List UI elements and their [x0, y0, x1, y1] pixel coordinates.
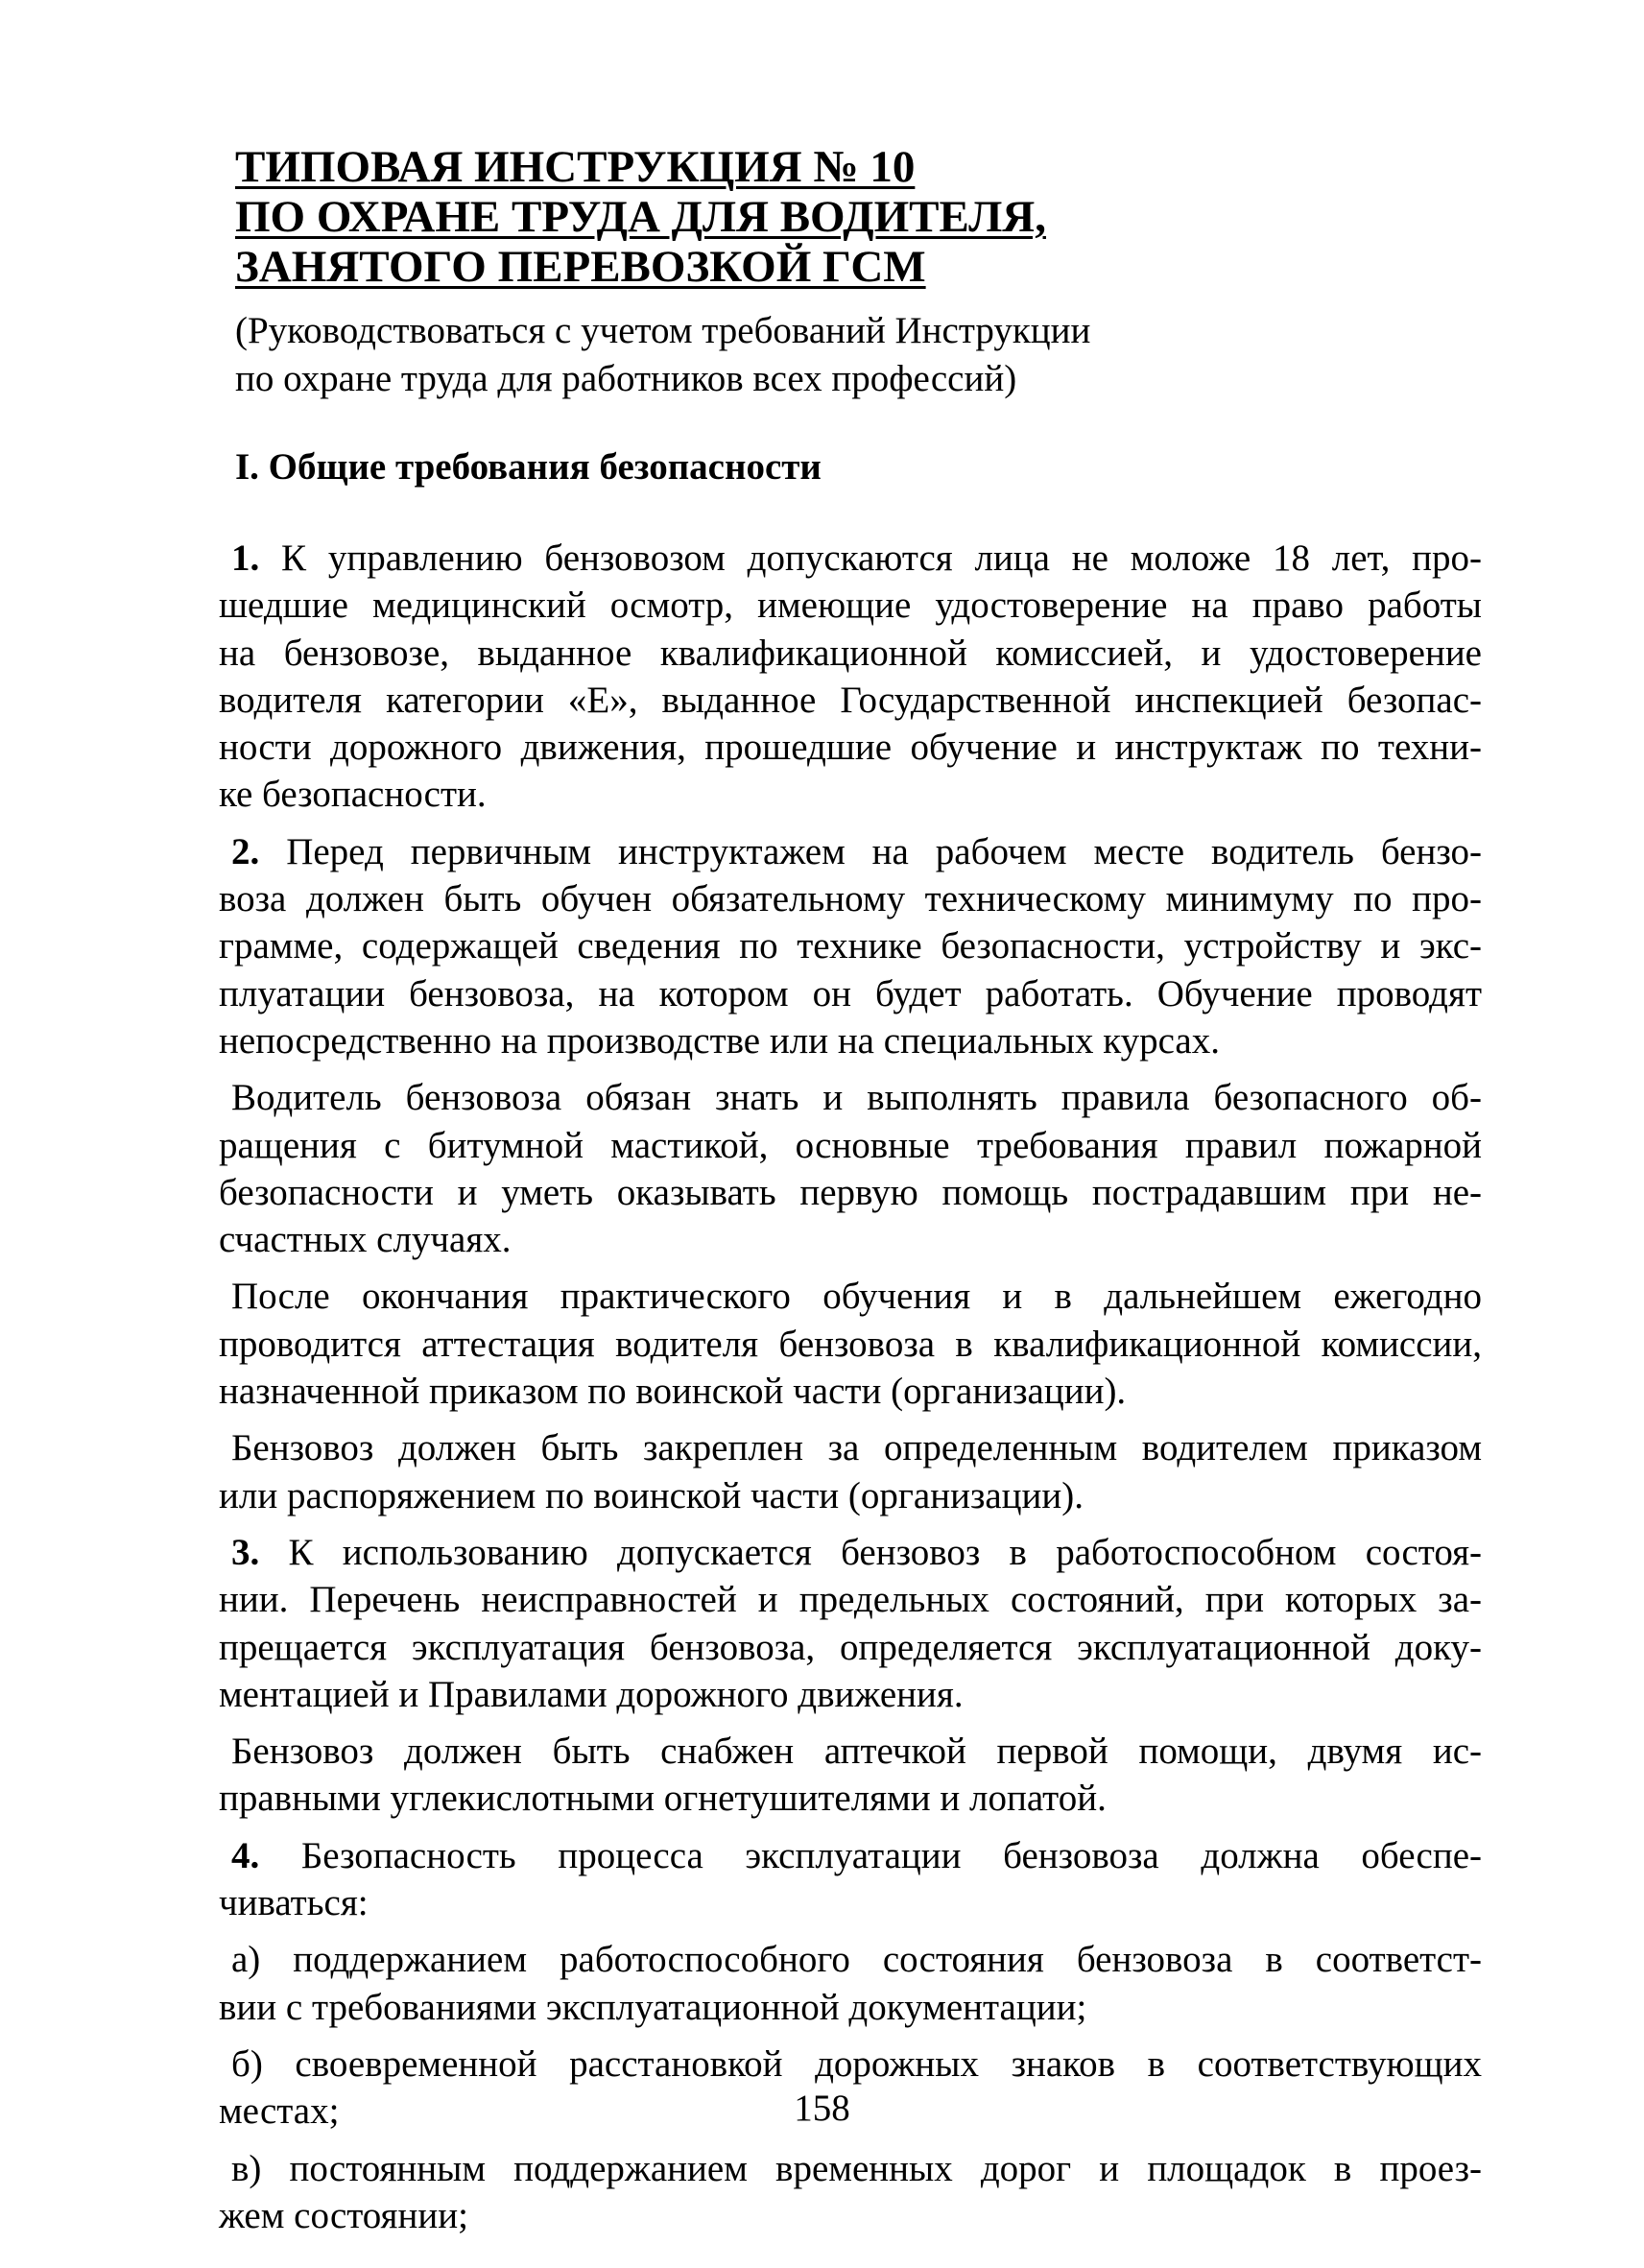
paragraph-line: [219, 1368, 1482, 1415]
document-title: [235, 142, 1483, 292]
paragraph-line: [219, 771, 1482, 818]
paragraph-number: 1.: [231, 537, 260, 579]
paragraph-line-text: Водитель бензовоза обязан знать и выполнять правила безопасного об-: [231, 1077, 1482, 1119]
paragraph-line: [219, 922, 1482, 969]
paragraph-line-text: Перед первичным инструктажем на рабочем месте водитель бензо-: [286, 830, 1482, 872]
paragraph-line: [219, 2145, 1482, 2192]
paragraph-line: [219, 1216, 1482, 1263]
paragraph-line-text: б) своевременной расстановкой дорожных знаков в соответствующих: [231, 2042, 1482, 2085]
paragraph-line-text: ращения с битумной мастикой, основные требования правил пожарной: [219, 1124, 1482, 1166]
paragraph-line-text: жем состоянии;: [219, 2194, 468, 2236]
paragraph-line-text: плуатации бензовоза, на котором он будет работать. Обучение проводят: [219, 972, 1482, 1015]
paragraph: [219, 535, 1482, 819]
paragraph-line-text: К использованию допускается бензовоз в работоспособном состоя-: [288, 1531, 1483, 1573]
paragraph-line-text: ментацией и Правилами дорожного движения.: [219, 1673, 964, 1715]
paragraph-line: [219, 1936, 1482, 1983]
paragraph-line: [219, 1832, 1482, 1879]
paragraph-line: [219, 1424, 1482, 1471]
title-line-3: ЗАНЯТОГО ПЕРЕВОЗКОЙ ГСМ: [235, 242, 926, 292]
title-line-2: ПО ОХРАНЕ ТРУДА ДЛЯ ВОДИТЕЛЯ,: [235, 192, 1046, 242]
paragraph-line: [219, 1017, 1482, 1064]
paragraph: [219, 1074, 1482, 1263]
paragraph-line: [219, 1984, 1482, 2031]
paragraph-line-text: или распоряжением по воинской части (организации).: [219, 1474, 1084, 1516]
paragraph-number: 2.: [231, 830, 260, 872]
paragraph-line-text: грамме, содержащей сведения по технике безопасности, устройству и экс-: [219, 925, 1482, 967]
paragraph-line: [219, 1529, 1482, 1576]
paragraph-line-text: правными углекислотными огнетушителями и лопатой.: [219, 1778, 1107, 1820]
paragraph-line-text: безопасности и уметь оказывать первую помощь пострадавшим при не-: [219, 1171, 1482, 1213]
paragraph-line-text: шедшие медицинский осмотр, имеющие удостоверение на право работы: [219, 585, 1482, 627]
paragraph-line-text: а) поддержанием работоспособного состояния бензовоза в соответст-: [231, 1939, 1482, 1981]
document-body: [219, 535, 1482, 2249]
paragraph-line-text: счастных случаях.: [219, 1219, 512, 1261]
paragraph-line-text: водителя категории «Е», выданное Государственной инспекцией безопас-: [219, 679, 1482, 721]
paragraph-line: [219, 970, 1482, 1017]
paragraph-line-text: на бензовозе, выданное квалификационной комиссией, и удостоверение: [219, 632, 1482, 674]
paragraph-line-text: нии. Перечень неисправностей и предельных состояний, при которых за-: [219, 1579, 1482, 1621]
paragraph-line: [219, 582, 1482, 629]
paragraph-line-text: Бензовоз должен быть снабжен аптечкой первой помощи, двумя ис-: [231, 1731, 1482, 1773]
paragraph-line: [219, 1074, 1482, 1121]
paragraph-number: 3.: [231, 1531, 260, 1573]
paragraph: [219, 828, 1482, 1064]
paragraph-line: [219, 1472, 1482, 1519]
paragraph-line-text: в) постоянным поддержанием временных дорог и площадок в проез-: [231, 2147, 1482, 2189]
paragraph-line-text: назначенной приказом по воинской части (организации).: [219, 1371, 1127, 1413]
subtitle-line-2: по охране труда для работников всех профессий): [235, 358, 1017, 399]
paragraph-line: [219, 875, 1482, 922]
subtitle-line-1: (Руководствоваться с учетом требований Инструкции: [235, 310, 1091, 351]
paragraph-line-text: местах;: [219, 2090, 340, 2133]
title-line-1: ТИПОВАЯ ИНСТРУКЦИЯ № 10: [235, 142, 916, 192]
paragraph-line-text: вии с требованиями эксплуатационной документации;: [219, 1986, 1087, 2028]
paragraph: [219, 1529, 1482, 1718]
paragraph-line: [219, 724, 1482, 771]
section-heading: I. Общие требования безопасности: [235, 446, 822, 488]
paragraph: [219, 1936, 1482, 2031]
paragraph-line-text: ности дорожного движения, прошедшие обучение и инструктаж по техни-: [219, 727, 1482, 769]
paragraph-line-text: Безопасность процесса эксплуатации бензовоза должна обеспе-: [300, 1834, 1482, 1876]
paragraph-line-text: ке безопасности.: [219, 774, 487, 816]
paragraph-line: [219, 630, 1482, 677]
paragraph-line: [219, 535, 1482, 582]
paragraph-line: [219, 828, 1482, 875]
paragraph-line: [219, 677, 1482, 724]
paragraph-line: [219, 2041, 1482, 2088]
paragraph: [219, 1424, 1482, 1519]
paragraph-line-text: После окончания практического обучения и в дальнейшем ежегодно: [231, 1276, 1482, 1318]
paragraph-line: [219, 1728, 1482, 1775]
paragraph-line-text: К управлению бензовозом допускаются лица не моложе 18 лет, про-: [281, 537, 1483, 579]
paragraph-line: [219, 2192, 1482, 2239]
paragraph: [219, 1273, 1482, 1415]
paragraph-line: [219, 1273, 1482, 1320]
paragraph-line-text: Бензовоз должен быть закреплен за определенным водителем приказом: [231, 1427, 1482, 1469]
paragraph-line-text: чиваться:: [219, 1882, 369, 1924]
paragraph-line-text: проводится аттестация водителя бензовоза в квалификационной комиссии,: [219, 1323, 1482, 1365]
paragraph-line: [219, 1122, 1482, 1169]
paragraph-line-text: прещается эксплуатация бензовоза, определяется эксплуатационной доку-: [219, 1626, 1482, 1668]
paragraph-line: [219, 1321, 1482, 1368]
paragraph-line: [219, 1624, 1482, 1671]
document-subtitle: [235, 307, 1483, 403]
paragraph: [219, 1832, 1482, 1927]
paragraph: [219, 2145, 1482, 2240]
paragraph-line: [219, 1775, 1482, 1822]
paragraph-number: 4.: [231, 1834, 260, 1876]
page-number: 158: [794, 2088, 850, 2129]
paragraph-line: [219, 1169, 1482, 1216]
paragraph-line: [219, 1576, 1482, 1623]
paragraph: [219, 1728, 1482, 1823]
paragraph-line: [219, 1671, 1482, 1718]
paragraph-line: [219, 1879, 1482, 1926]
paragraph-line-text: воза должен быть обучен обязательному техническому минимуму по про-: [219, 878, 1482, 920]
paragraph-line-text: непосредственно на производстве или на специальных курсах.: [219, 1019, 1220, 1062]
